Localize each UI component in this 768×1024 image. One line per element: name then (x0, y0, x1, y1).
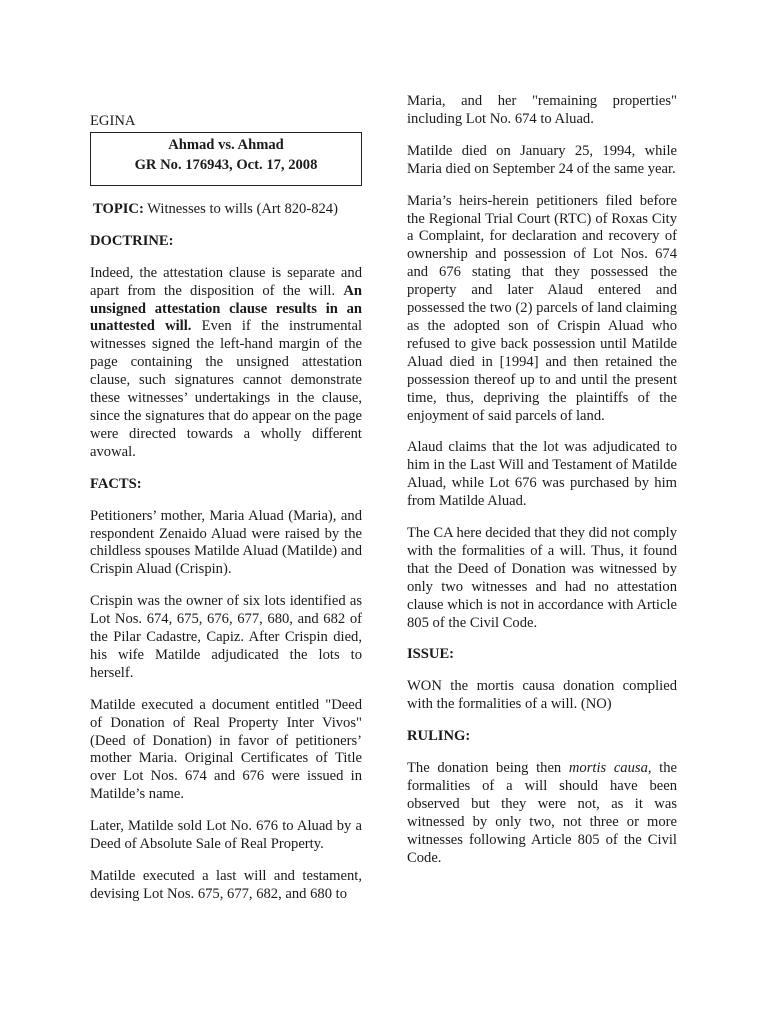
topic-line (93, 201, 362, 219)
issue-heading: ISSUE: (407, 646, 455, 663)
topic-text: Witnesses to wills (Art 820-824) (143, 200, 338, 217)
case-number: GR No. 176943, Oct. 17, 2008 (134, 156, 318, 173)
facts-paragraph: Maria’s heirs-herein petitioners filed before the Regional Trial Court (RTC) of Roxas City a Complaint, for declaration and recovery of ownership and possession of Lot Nos. 674 and 676 stating that they possessed the property and later Alaud entered and possessed the two (2) parcels of land claiming as the adopted son of Crispin Aluad who refused to give back possession until Matilde Aluad died in [1994] and then retained the possession thereof up to and until the present time, thus, depriving the plaintiffs of the enjoyment of said parcels of land. (407, 192, 677, 424)
doctrine-paragraph (90, 265, 362, 462)
facts-paragraph: Maria, and her "remaining properties" including Lot No. 674 to Aluad. (407, 93, 677, 127)
facts-paragraph: Alaud claims that the lot was adjudicated to him in the Last Will and Testament of Matilde Aluad, while Lot 676 was purchased by him from Matilde Aluad. (407, 439, 677, 510)
author-name: EGINA (90, 113, 136, 129)
facts-paragraph: Crispin was the owner of six lots identified as Lot Nos. 674, 675, 676, 677, 680, and 682 of the Pilar Cadastre, Capiz. After Crispin died, his wife Matilde adjudicated the lots to herself. (90, 593, 362, 681)
left-column (90, 113, 362, 904)
facts-paragraph: Matilde executed a document entitled "Deed of Donation of Real Property Inter Vivos" (Deed of Donation) in favor of petitioners’ mother Maria. Original Certificates of Title over Lot Nos. 674 and 676 were issued in Matilde’s name. (90, 696, 362, 803)
ruling-text-2: , the formalities of a will should have been observed but they were not, as it was witnessed by only two, not three or more witnesses following Article 805 of the Civil Code. (407, 760, 677, 866)
facts-paragraph: Matilde executed a last will and testament, devising Lot Nos. 675, 677, 682, and 680 to (90, 868, 362, 902)
ruling-text-1: The donation being then (407, 760, 569, 777)
ruling-emphasis: mortis causa (568, 760, 648, 777)
case-title: Ahmad vs. Ahmad (168, 136, 284, 153)
ruling-heading: RULING: (407, 728, 471, 745)
doctrine-text-2: Even if the instrumental witnesses signed the left-hand margin of the page containing the unsigned attestation clause, such signatures cannot demonstrate these witnesses’ undertakings in the clause, since the signatures that do appear on the page were directed towards a wholly different avowal. (90, 318, 363, 460)
facts-paragraph: Matilde died on January 25, 1994, while Maria died on September 24 of the same year. (407, 142, 677, 177)
facts-paragraph: The CA here decided that they did not comply with the formalities of a will. Thus, it found that the Deed of Donation was witnessed by only two witnesses and had no attestation clause which is not in accordance with Article 805 of the Civil Code. (407, 525, 677, 631)
doctrine-heading: DOCTRINE: (90, 232, 174, 249)
doctrine-text-1: Indeed, the attestation clause is separate and apart from the disposition of the will. (90, 264, 362, 299)
ruling-paragraph (407, 760, 677, 867)
issue-text: WON the mortis causa donation complied with the formalities of a will. (NO) (407, 678, 677, 713)
doctrine-emphasis: An unsigned attestation clause results in an unattested will. (90, 282, 362, 335)
facts-paragraph: Petitioners’ mother, Maria Aluad (Maria), and respondent Zenaido Aluad were raised by the childless spouses Matilde Aluad (Matilde) and Crispin Aluad (Crispin). (90, 507, 362, 578)
topic-label: TOPIC: (93, 200, 144, 217)
case-title-box (90, 132, 362, 186)
facts-paragraph: Later, Matilde sold Lot No. 676 to Aluad by a Deed of Absolute Sale of Real Property. (90, 818, 362, 853)
facts-heading: FACTS: (90, 475, 142, 492)
right-column (407, 93, 677, 868)
